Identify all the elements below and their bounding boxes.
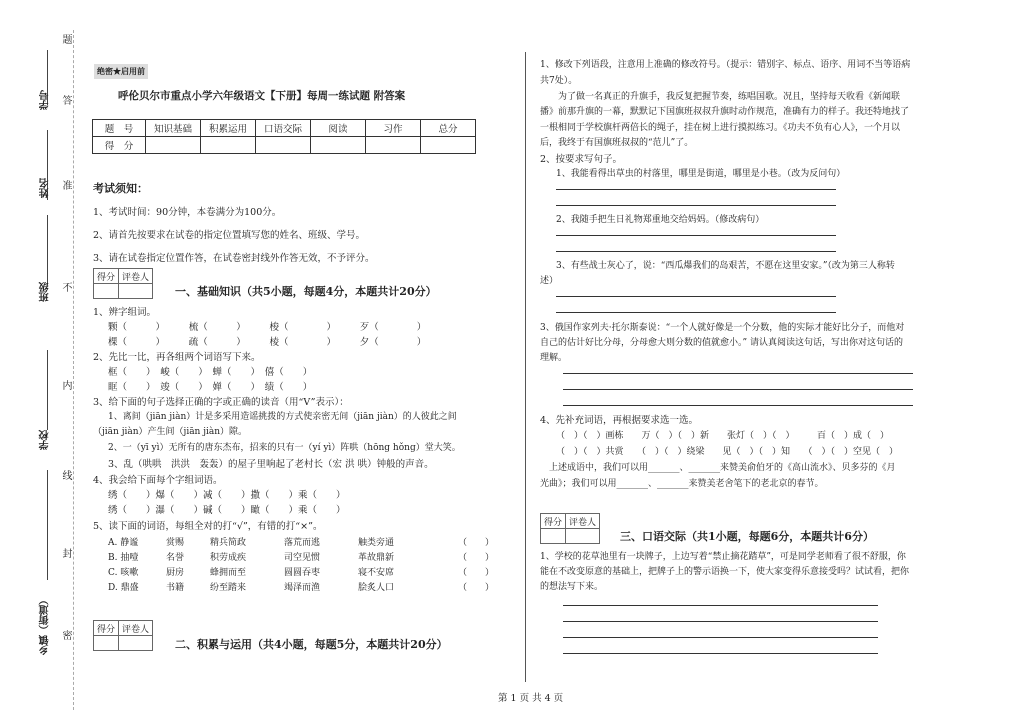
choice-row: B. 抽噎 名誉 积劳成疾 司空见惯 革故鼎新 （ ） (108, 553, 495, 563)
margin-char: 准 (60, 180, 71, 190)
banji-label: 班级 (40, 282, 51, 302)
question-line: 2、先比一比，再各组两个词语写下来。 (93, 352, 261, 363)
grader-box (93, 620, 153, 651)
answer-line[interactable] (556, 189, 836, 190)
question-line: 4、我会给下面每个字组词语。 (93, 475, 223, 486)
grader-score-label: 得分 (94, 621, 119, 636)
question-line: 后，我终于有国旗班叔叔的“范儿”了。 (540, 138, 694, 148)
question-line: 颗（ ） 梳（ ） 梭（ ） 歹（ ） (108, 322, 427, 333)
notice-heading: 考试须知： (93, 182, 148, 195)
notice-item: 2、请首先按要求在试卷的指定位置填写您的姓名、班级、学号。 (93, 230, 366, 241)
grader-name-label: 评卷人 (566, 514, 600, 529)
section-title: 三、口语交际（共1小题，每题6分，本题共计6分） (620, 530, 874, 543)
question-line: 1、辨字组词。 (93, 307, 157, 318)
score-cell[interactable] (256, 137, 311, 154)
score-header-cell: 口语交际 (256, 120, 311, 137)
question-line: 框（ ） 峻（ ） 蝉（ ） 僖（ ） (108, 367, 313, 378)
notice-item: 3、请在试卷指定位置作答，在试卷密封线外作答无效，不予评分。 (93, 253, 375, 264)
margin-char: 题 (60, 34, 71, 44)
answer-line[interactable] (556, 235, 836, 236)
choice-row: A. 静谧 赏赐 精兵简政 落荒而逃 触类旁通 （ ） (108, 538, 495, 548)
seal-dash-line (73, 30, 74, 710)
question-line: 2、一（yī yì）无所有的唐东杰布，招来的只有一（yí yì）阵哄（hōng hǒng）堂大笑。 (108, 443, 461, 453)
margin-char: 内 (60, 380, 71, 390)
xingming-label: 姓名 (40, 178, 51, 198)
question-line: 3、给下面的句子选择正确的字或正确的读音（用“V”表示）： (93, 397, 349, 408)
margin-char: 密 (60, 630, 71, 640)
question-line: 1、修改下列语段，注意用上准确的修改符号。（提示：错别字、标点、语序、用词不当等语病 (540, 60, 911, 70)
margin-char: 答 (60, 95, 71, 105)
xiangzhen-label: 乡镇（街道） (40, 595, 51, 655)
question-line: （ ）（ ）画栋 万（ ）（ ）新 张灯（ ）（ ） 百（ ）成（ ） (556, 431, 890, 441)
question-line: 3、有些战士灰心了，说：“西瓜爆我们的岛艰苦，不愿在这里安家。”（改为第三人称转 (556, 261, 895, 271)
score-header-cell: 习作 (366, 120, 421, 137)
question-line: （ ）（ ）共赏 （ ）（ ）绕梁 见（ ）（ ）知 （ ）（ ）空见（ ） (556, 447, 899, 457)
score-cell[interactable] (421, 137, 476, 154)
grader-box (540, 513, 600, 544)
answer-line[interactable] (556, 296, 836, 297)
score-table (92, 119, 476, 154)
question-line: 能在不改变原意的基础上，把牌子上的警示语换一下，使大家变得乐意接受吗？试试看，把你 (540, 567, 910, 577)
answer-line[interactable] (563, 389, 913, 390)
answer-line[interactable] (563, 621, 878, 622)
grader-name-label: 评卷人 (119, 269, 153, 284)
xuexiao-label: 学校 (40, 430, 51, 450)
answer-line[interactable] (563, 605, 878, 606)
margin-line (47, 350, 48, 430)
question-line: 1、学校的花草池里有一块牌子，上边写着“禁止摘花踏草”，可是同学老师看了很不舒服，你 (540, 552, 906, 562)
grader-name-cell[interactable] (566, 529, 600, 544)
answer-line[interactable] (556, 312, 836, 313)
grader-score-label: 得分 (541, 514, 566, 529)
page-title: 呼伦贝尔市重点小学六年级语文【下册】每周一练试题 附答案 (118, 90, 406, 102)
question-line: （jiān jiàn）产生间（jiān jiàn）隙。 (93, 427, 248, 437)
grader-name-cell[interactable] (119, 284, 153, 299)
question-line: 1、离间（jiān jiàn）计是多采用造谣挑拨的方式使亲密无间（jiān jiàn）的人彼此之间 (108, 412, 457, 422)
choice-row: D. 鼎盛 书籍 纷至踏来 竭泽而渔 脍炙人口 （ ） (108, 583, 495, 593)
question-line: 的想法写下来。 (540, 582, 604, 592)
grader-score-label: 得分 (94, 269, 119, 284)
grader-score-cell[interactable] (94, 284, 119, 299)
question-line: 光曲》；我们可以用_______、_______来赞美老舍笔下的老北京的春节。 (540, 479, 824, 489)
score-table-header-row (93, 120, 476, 137)
score-cell[interactable] (146, 137, 201, 154)
score-table-row (93, 137, 476, 154)
question-line: 上述成语中，我们可以用_______、_______来赞美俞伯牙的《高山流水》、贝多芬的《月 (540, 463, 896, 473)
score-header-cell: 阅读 (311, 120, 366, 137)
xuehao-label: 学号 (40, 90, 51, 110)
question-line: 自己的估计好比分母，分母愈大则分数的值就愈小。” 请认真阅读这句话，写出你对这句话的 (540, 338, 903, 348)
grader-name-label: 评卷人 (119, 621, 153, 636)
grader-box (93, 268, 153, 299)
question-line: 绣（ ）瀑（ ）碱（ ）瞰（ ）乘（ ） (108, 505, 346, 516)
question-line: 一根相同于学校旗杆两倍长的绳子，挂在树上进行摸拟练习。《功夫不负有心人》，一个月以 (540, 123, 901, 133)
grader-name-cell[interactable] (119, 636, 153, 651)
answer-line[interactable] (556, 205, 836, 206)
score-header-cell: 总分 (421, 120, 476, 137)
score-header-cell: 题 号 (93, 120, 146, 137)
question-line: 3、乱（哄哄 洪洪 轰轰）的屋子里响起了老村长（宏 洪 哄）钟般的声音。 (108, 459, 434, 470)
question-line: 4、先补充词语，再根据要求选一选。 (540, 415, 699, 426)
margin-char: 封 (60, 548, 71, 558)
margin-line (47, 215, 48, 285)
confidential-seal: 绝密★启用前 (94, 64, 148, 79)
question-line: 5、读下面的词语，每组全对的打“√”，有错的打“×”。 (93, 521, 323, 532)
question-line: 棵（ ） 疏（ ） 棱（ ） 夕（ ） (108, 337, 427, 348)
score-header-cell: 积累运用 (201, 120, 256, 137)
question-line: 眶（ ） 竣（ ） 婵（ ） 绩（ ） (108, 382, 313, 393)
question-line: 理解。 (540, 353, 568, 363)
column-divider (525, 52, 526, 682)
grader-score-cell[interactable] (94, 636, 119, 651)
question-line: 播》前那升旗的一幕，默默记下国旗班叔叔升旗时动作规范，准确有力的样子。我还特地找了 (540, 107, 910, 117)
question-line: 共7处）。 (540, 76, 578, 86)
question-line: 3、俄国作家列夫·托尔斯泰说：“一个人就好像是一个分数，他的实际才能好比分子，而他对 (540, 323, 905, 333)
score-header-cell: 知识基础 (146, 120, 201, 137)
question-line: 述） (540, 276, 559, 286)
question-line: 2、我随手把生日礼物郑重地交给妈妈。（修改病句） (556, 215, 765, 225)
answer-line[interactable] (563, 653, 878, 654)
grader-score-cell[interactable] (541, 529, 566, 544)
section-title: 二、积累与运用（共4小题，每题5分，本题共计20分） (175, 638, 448, 651)
question-line: 为了做一名真正的升旗手，我反复把握节奏，练唱国歌。况且，坚持每天收看《新闻联 (540, 92, 901, 102)
question-line: 绣（ ）爆（ ）减（ ）撒（ ）乘（ ） (108, 490, 346, 501)
answer-line[interactable] (563, 373, 913, 374)
score-cell[interactable] (366, 137, 421, 154)
notice-item: 1、考试时间：90分钟，本卷满分为100分。 (93, 207, 282, 218)
margin-char: 不 (60, 282, 71, 292)
score-cell[interactable] (311, 137, 366, 154)
margin-line (47, 470, 48, 580)
question-line: 1、我能看得出草虫的村落里，哪里是街道，哪里是小巷。（改为反问句） (556, 169, 846, 179)
score-row-label: 得 分 (93, 137, 146, 154)
choice-row: C. 咳嗽 厨房 蜂拥而至 圆圆吞枣 寝不安席 （ ） (108, 568, 495, 578)
question-line: 2、按要求写句子。 (540, 154, 623, 165)
answer-line[interactable] (563, 637, 878, 638)
score-cell[interactable] (201, 137, 256, 154)
answer-line[interactable] (563, 405, 913, 406)
page-footer: 第 1 页 共 4 页 (498, 693, 564, 704)
answer-line[interactable] (556, 251, 836, 252)
binding-margin (0, 0, 78, 722)
section-title: 一、基础知识（共5小题，每题4分，本题共计20分） (175, 285, 437, 298)
margin-char: 线 (60, 470, 71, 480)
